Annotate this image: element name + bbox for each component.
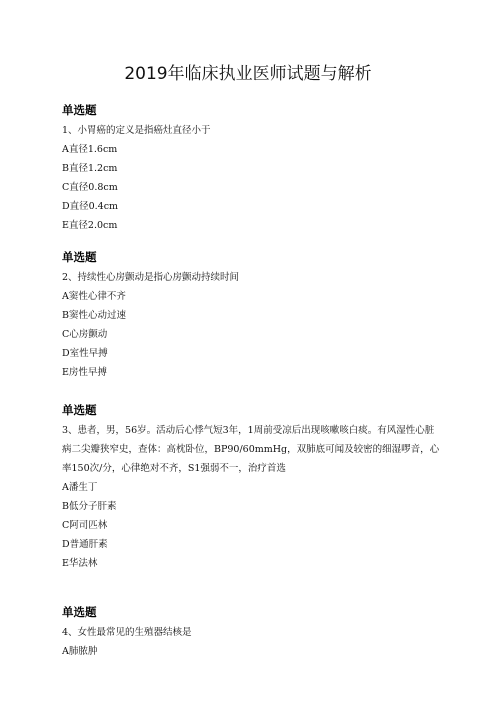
question-block bbox=[62, 250, 442, 382]
option-e: E华法林 bbox=[62, 558, 98, 569]
option-d: D直径0.4cm bbox=[62, 201, 119, 212]
question-stem: 3、患者，男，56岁。活动后心悸气短3年，1周前受凉后出现咳嗽咳白痰。有风湿性心脏病二尖瓣狭窄史，查体：高枕卧位，BP90/60mmHg，双肺底可闻及较密的细湿啰音，心率150次/分，心律绝对不齐，S1强弱不一，治疗首选 bbox=[62, 425, 440, 474]
question-stem: 4、女性最常见的生殖器结核是 bbox=[62, 627, 192, 638]
question-stem: 1、小胃癌的定义是指癌灶直径小于 bbox=[62, 125, 211, 136]
option-c: C阿司匹林 bbox=[62, 520, 108, 531]
option-b: B低分子肝素 bbox=[62, 501, 117, 512]
question-block bbox=[62, 103, 442, 235]
option-list bbox=[62, 287, 442, 382]
question-stem: 2、持续性心房颤动是指心房颤动持续时间 bbox=[62, 272, 240, 283]
option-list bbox=[62, 478, 442, 573]
document-title: 2019年临床执业医师试题与解析 bbox=[124, 64, 372, 84]
option-a: A直径1.6cm bbox=[62, 144, 118, 155]
option-a: A肺脓肿 bbox=[62, 646, 98, 657]
option-a: A窦性心律不齐 bbox=[62, 291, 126, 302]
question-type-label: 单选题 bbox=[62, 250, 97, 264]
question-type-label: 单选题 bbox=[62, 103, 97, 117]
option-e: E房性早搏 bbox=[62, 367, 107, 378]
option-d: D室性早搏 bbox=[62, 348, 108, 359]
option-b: B窦性心动过速 bbox=[62, 310, 126, 321]
option-a: A潘生丁 bbox=[62, 482, 98, 493]
option-c: C心房颤动 bbox=[62, 329, 108, 340]
option-b: B直径1.2cm bbox=[62, 163, 118, 174]
option-list bbox=[62, 642, 442, 661]
option-e: E直径2.0cm bbox=[62, 220, 118, 231]
question-block bbox=[62, 605, 442, 661]
option-d: D普通肝素 bbox=[62, 539, 108, 550]
question-type-label: 单选题 bbox=[62, 605, 97, 619]
option-c: C直径0.8cm bbox=[62, 182, 118, 193]
question-block bbox=[62, 403, 442, 573]
option-list bbox=[62, 140, 442, 235]
question-type-label: 单选题 bbox=[62, 403, 97, 417]
